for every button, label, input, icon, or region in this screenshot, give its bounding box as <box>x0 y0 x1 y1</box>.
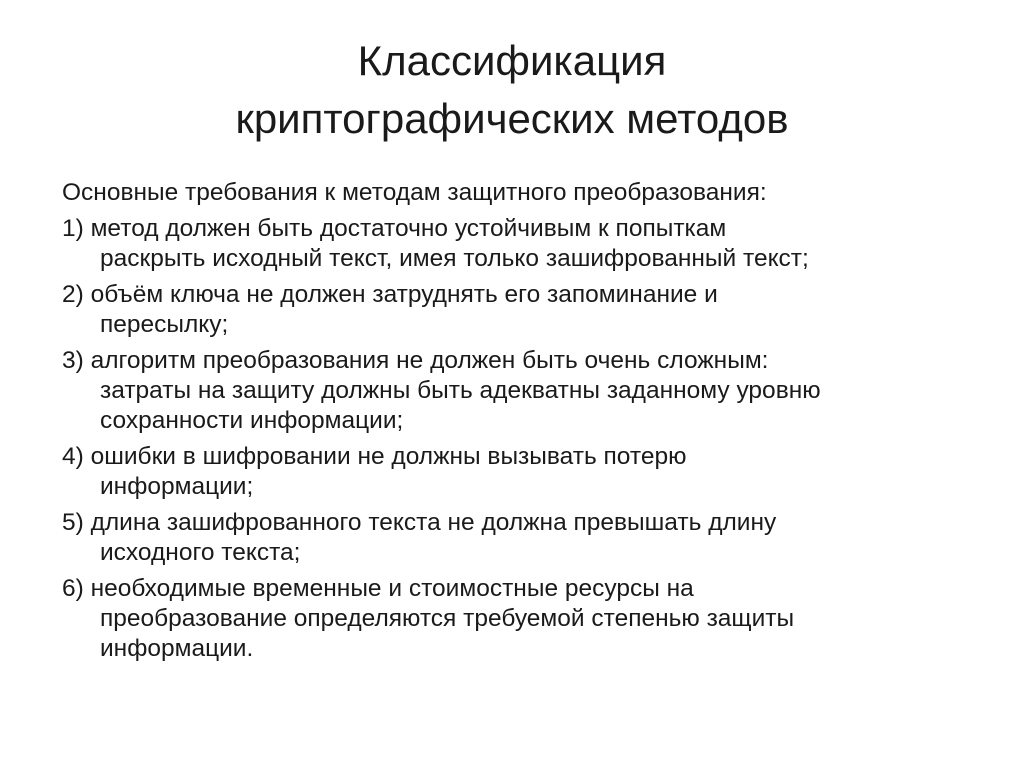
list-item-5-line-1: 5) длина зашифрованного текста не должна превышать длину <box>62 509 777 536</box>
list-item-4-line-1: 4) ошибки в шифровании не должны вызывать потерю <box>62 443 687 470</box>
list-item-5-line-2: исходного текста; <box>100 539 301 566</box>
list-item-6-line-1: 6) необходимые временные и стоимостные ресурсы на <box>62 575 694 602</box>
list-item-3-line-2: затраты на защиту должны быть адекватны заданному уровню <box>100 377 821 404</box>
list-item-3-line-1: 3) алгоритм преобразования не должен быть очень сложным: <box>62 347 769 374</box>
list-item-1-line-2: раскрыть исходный текст, имея только зашифрованный текст; <box>100 245 809 272</box>
list-item-5 <box>62 508 962 568</box>
list-item-2-line-1: 2) объём ключа не должен затруднять его запоминание и <box>62 281 718 308</box>
list-item-3-line-3: сохранности информации; <box>100 407 404 434</box>
list-item-3 <box>62 346 962 436</box>
slide-title-line-1: Классификация <box>357 37 667 84</box>
requirements-list <box>62 214 962 664</box>
list-item-6-line-2: преобразование определяются требуемой степенью защиты <box>100 605 795 632</box>
list-item-4 <box>62 442 962 502</box>
slide-title-line-2: криптографических методов <box>235 95 789 142</box>
intro-text: Основные требования к методам защитного преобразования: <box>62 179 767 206</box>
list-item-2 <box>62 280 962 340</box>
list-item-6 <box>62 574 962 664</box>
list-item-1-line-1: 1) метод должен быть достаточно устойчивым к попыткам <box>62 215 727 242</box>
list-item-1 <box>62 214 962 274</box>
slide-body <box>62 178 962 670</box>
list-item-2-line-2: пересылку; <box>100 311 229 338</box>
list-item-4-line-2: информации; <box>100 473 254 500</box>
slide-title <box>60 32 964 148</box>
list-item-6-line-3: информации. <box>100 635 254 662</box>
